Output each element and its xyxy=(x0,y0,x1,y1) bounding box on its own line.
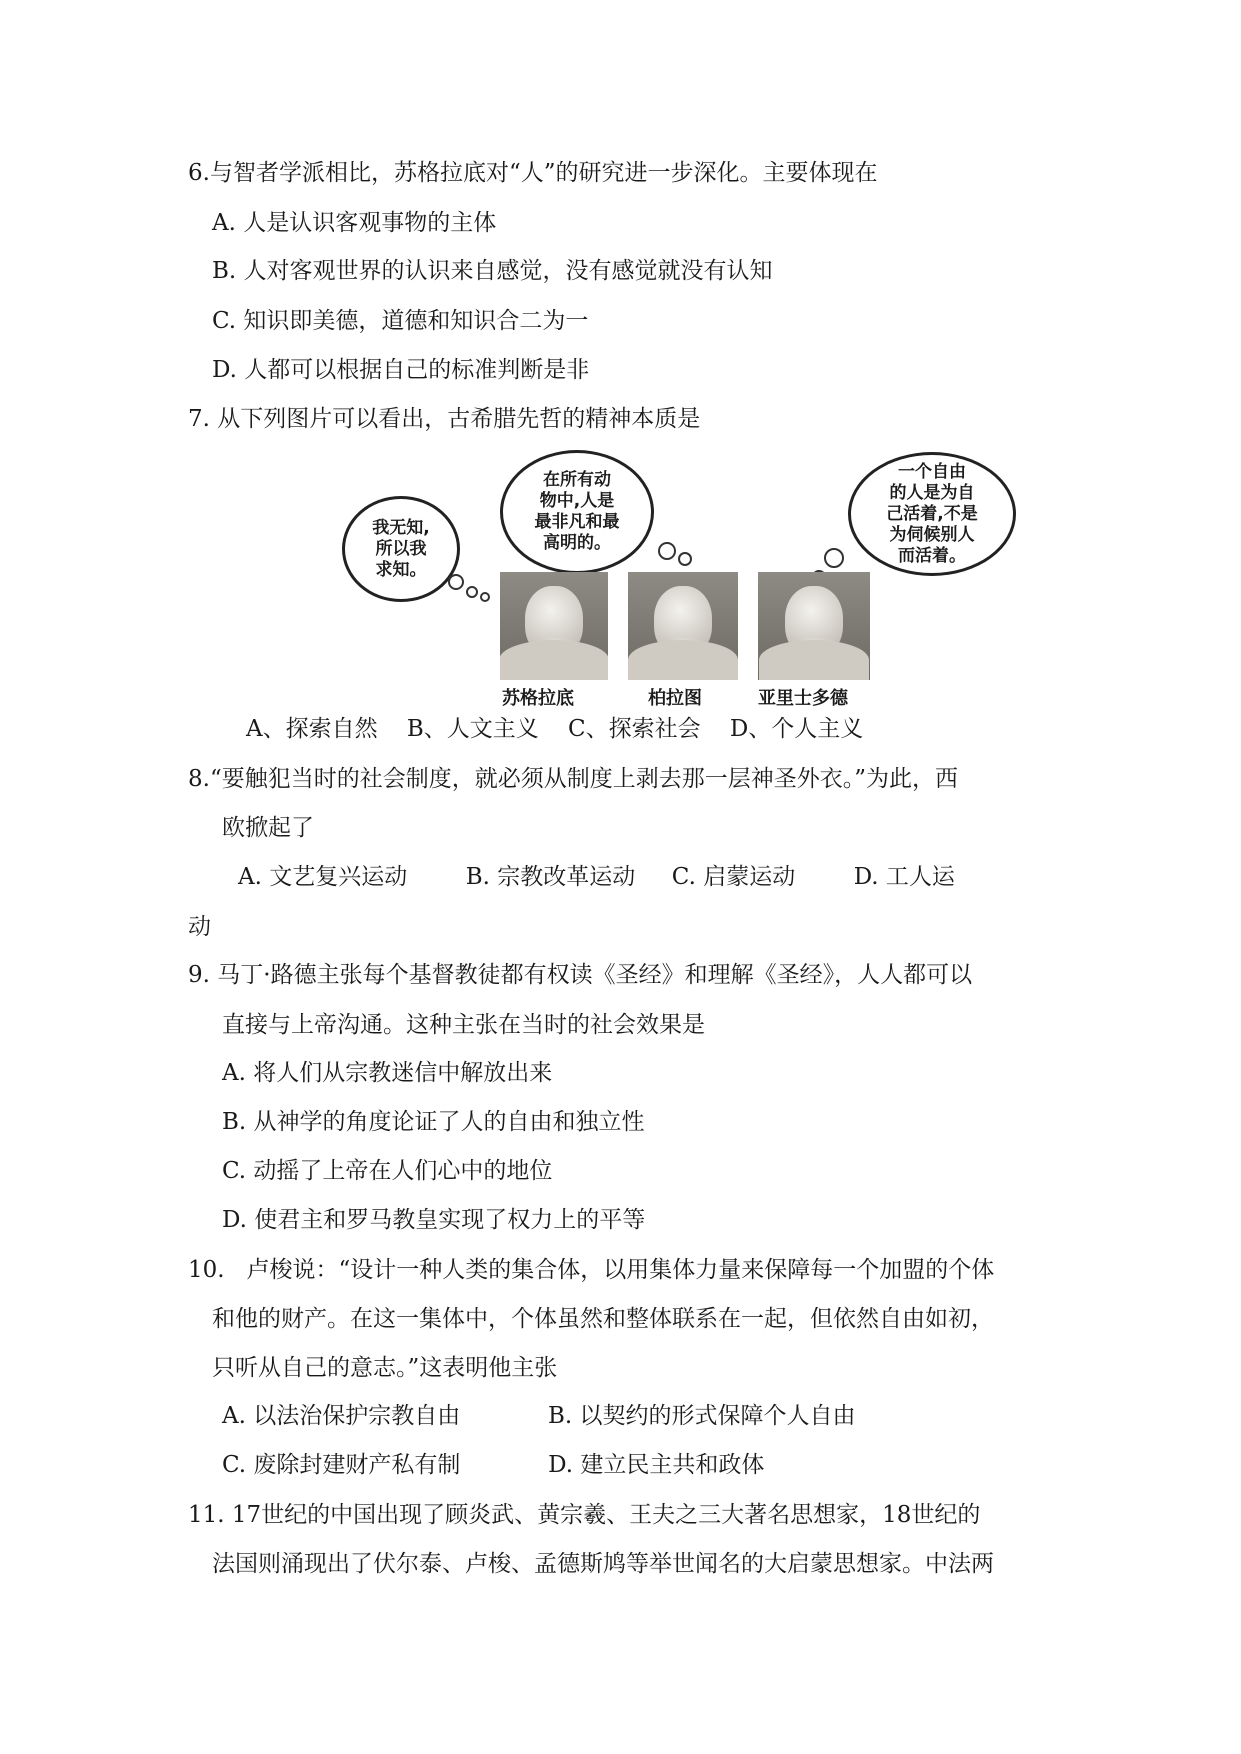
thought-dot xyxy=(658,542,676,560)
question-8-options-wrap: 动 xyxy=(188,914,211,940)
plato-bust-image xyxy=(628,572,738,680)
question-8-stem-line-1: 8.“要触犯当时的社会制度，就必须从制度上剥去那一层神圣外衣。”为此，西 xyxy=(188,766,958,792)
aristotle-caption: 亚里士多德 xyxy=(758,688,848,709)
question-9-option-c: C. 动摇了上帝在人们心中的地位 xyxy=(222,1158,553,1184)
plato-speech-bubble: 在所有动 物中,人是 最非凡和最 高明的。 xyxy=(500,450,654,574)
question-6-option-c: C. 知识即美德，道德和知识合二为一 xyxy=(212,308,589,334)
question-9-option-b: B. 从神学的角度论证了人的自由和独立性 xyxy=(222,1109,645,1135)
thought-dot xyxy=(678,552,692,566)
aristotle-speech-bubble: 一个自由 的人是为自 己活着,不是 为伺候别人 而活着。 xyxy=(848,452,1016,576)
socrates-bust-image xyxy=(500,572,608,680)
question-9-stem-line-2: 直接与上帝沟通。这种主张在当时的社会效果是 xyxy=(222,1012,705,1038)
question-9-option-d: D. 使君主和罗马教皇实现了权力上的平等 xyxy=(222,1207,646,1233)
question-8-options: A. 文艺复兴运动 B. 宗教改革运动 C. 启蒙运动 D. 工人运 xyxy=(238,864,955,890)
thought-dot xyxy=(448,574,464,590)
socrates-caption: 苏格拉底 xyxy=(502,688,574,709)
question-9-option-a: A. 将人们从宗教迷信中解放出来 xyxy=(222,1060,553,1086)
question-7-options: A、探索自然 B、人文主义 C、探索社会 D、个人主义 xyxy=(246,716,864,742)
question-10-options-ab: A. 以法治保护宗教自由 B. 以契约的形式保障个人自由 xyxy=(222,1403,856,1429)
question-8-stem-line-2: 欧掀起了 xyxy=(222,815,314,841)
question-7-stem: 7. 从下列图片可以看出，古希腊先哲的精神本质是 xyxy=(188,406,701,432)
question-10-stem-line-3: 只听从自己的意志。”这表明他主张 xyxy=(212,1355,558,1381)
philosophers-figure xyxy=(340,448,1020,710)
thought-dot xyxy=(824,548,844,568)
aristotle-bust-image xyxy=(758,572,870,680)
question-10-stem-line-1: 10. 卢梭说：“设计一种人类的集合体，以用集体力量来保障每一个加盟的个体 xyxy=(188,1257,995,1283)
question-10-stem-line-2: 和他的财产。在这一集体中，个体虽然和整体联系在一起，但依然自由如初， xyxy=(212,1306,994,1332)
question-9-stem-line-1: 9. 马丁·路德主张每个基督教徒都有权读《圣经》和理解《圣经》，人人都可以 xyxy=(188,962,973,988)
thought-dot xyxy=(480,592,490,602)
question-6-option-d: D. 人都可以根据自己的标准判断是非 xyxy=(212,357,590,383)
question-6-option-b: B. 人对客观世界的认识来自感觉，没有感觉就没有认知 xyxy=(212,258,773,284)
question-10-options-cd: C. 废除封建财产私有制 D. 建立民主共和政体 xyxy=(222,1452,765,1478)
thought-dot xyxy=(466,586,478,598)
socrates-speech-bubble: 我无知, 所以我 求知。 xyxy=(342,496,460,602)
question-6-option-a: A. 人是认识客观事物的主体 xyxy=(212,210,497,236)
question-11-stem-line-1: 11. 17世纪的中国出现了顾炎武、黄宗羲、王夫之三大著名思想家，18世纪的 xyxy=(188,1502,981,1528)
question-6-stem: 6.与智者学派相比，苏格拉底对“人”的研究进一步深化。主要体现在 xyxy=(188,160,878,186)
question-11-stem-line-2: 法国则涌现出了伏尔泰、卢梭、孟德斯鸠等举世闻名的大启蒙思想家。中法两 xyxy=(212,1551,994,1577)
plato-caption: 柏拉图 xyxy=(648,688,702,709)
